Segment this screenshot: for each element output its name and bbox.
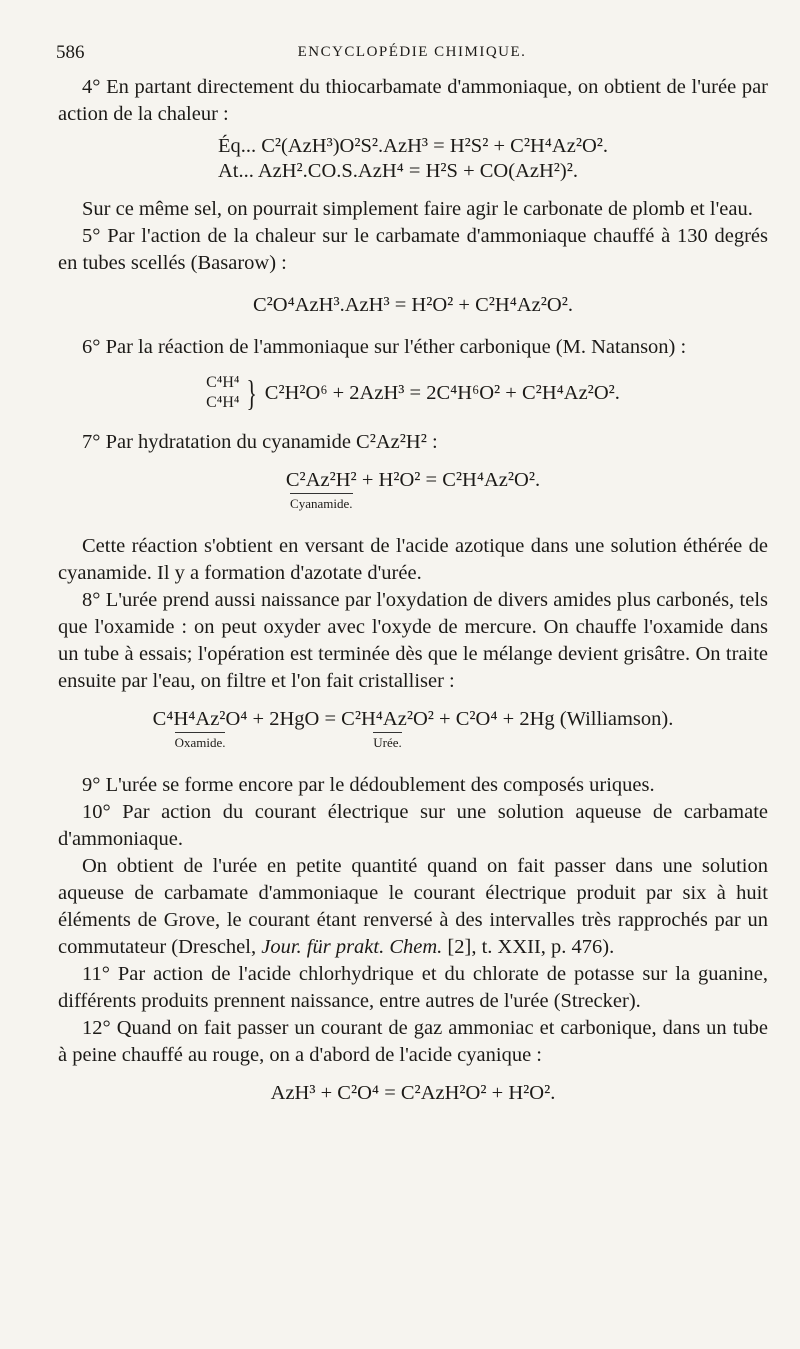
paragraph-4: 4° En partant directement du thiocarbamate d'ammoniaque, on obtient de l'urée par action de la chaleur :: [58, 76, 768, 125]
equation-7-rest: + H²O² = C²H⁴Az²O².: [356, 469, 541, 491]
equation-6: [58, 373, 768, 413]
paragraph-7: 7° Par hydratation du cyanamide C²Az²H² :: [82, 431, 438, 453]
grove-text-a: On obtient de l'urée en petite quantité quand on fait passer dans une solution aqueuse de carbamate d'ammoniaque le courant électrique produit par six à huit éléments de Grove, le courant étant renversé à des intervalles très rapprochés par un commutateur (Dreschel,: [58, 855, 768, 958]
equation-eq: Éq... C²(AzH³)O²S².AzH³ = H²S² + C²H⁴Az²O².: [217, 135, 609, 157]
equation-6-rest: C²H²O⁶ + 2AzH³ = 2C⁴H⁶O² + C²H⁴Az²O².: [264, 381, 620, 404]
running-title: ENCYCLOPÉDIE CHIMIQUE.: [297, 44, 527, 60]
cyanamide-formula: C²Az²H²: [285, 469, 357, 491]
page-body: [58, 74, 768, 1106]
paragraph-9: 9° L'urée se forme encore par le dédoublement des composés uriques.: [82, 774, 655, 796]
equation-8-rest: + C²O⁴ + 2Hg (Williamson).: [433, 708, 674, 730]
equation-at: At... AzH².CO.S.AzH⁴ = H²S + CO(AzH²)².: [217, 160, 579, 182]
paragraph-8: 8° L'urée prend aussi naissance par l'oxydation de divers amides plus carbonés, tels que l'oxamide : on peut oxyder avec l'oxyde de mercure. On chauffe l'oxamide dans un tube à essais; l'opération est terminée dès que le mélange devient grisâtre. On traite ensuite par l'eau, on filtre et l'on fait cristalliser :: [58, 589, 768, 692]
brace-top: C⁴H⁴: [206, 374, 240, 391]
brace-icon: }: [246, 373, 258, 413]
paragraph-12: 12° Quand on fait passer un courant de gaz ammoniac et carbonique, dans un tube à peine chauffé au rouge, on a d'abord de l'acide cyanique :: [58, 1017, 768, 1066]
page-header: [56, 42, 768, 64]
paragraph-sel: Sur ce même sel, on pourrait simplement faire agir le carbonate de plomb et l'eau.: [82, 198, 753, 220]
underbrace-uree: [341, 707, 434, 750]
cyanamide-label: Cyanamide.: [290, 493, 352, 511]
equation-7: [58, 468, 768, 511]
paragraph-11: 11° Par action de l'acide chlorhydrique et du chlorate de potasse sur la guanine, différents produits prennent naissance, entre autres de l'urée (Strecker).: [58, 963, 768, 1012]
brace-bottom: C⁴H⁴: [206, 394, 240, 411]
uree-formula: C²H⁴Az²O²: [341, 708, 434, 730]
brace-stack: [206, 373, 239, 413]
paragraph-5: 5° Par l'action de la chaleur sur le carbamate d'ammoniaque chauffé à 130 degrés en tubes scellés (Basarow) :: [58, 225, 768, 274]
equation-block-4: [58, 134, 768, 184]
equation-8-mid: + 2HgO =: [247, 708, 342, 730]
underbrace-cyanamide: [286, 468, 357, 511]
oxamide-label: Oxamide.: [175, 732, 226, 750]
equation-12: AzH³ + C²O⁴ = C²AzH²O² + H²O².: [270, 1082, 556, 1104]
paragraph-grove: [58, 853, 768, 961]
uree-label: Urée.: [373, 732, 402, 750]
equation-8: [58, 707, 768, 750]
paragraph-6: 6° Par la réaction de l'ammoniaque sur l'éther carbonique (M. Natanson) :: [82, 336, 687, 358]
page-number: 586: [56, 42, 85, 63]
oxamide-formula: C⁴H⁴Az²O⁴: [152, 708, 248, 730]
journal-reference: Jour. für prakt. Chem.: [261, 936, 443, 958]
paragraph-10: 10° Par action du courant électrique sur une solution aqueuse de carbamate d'ammoniaque.: [58, 801, 768, 850]
equation-5: C²O⁴AzH³.AzH³ = H²O² + C²H⁴Az²O².: [252, 294, 574, 316]
grove-text-b: [2], t. XXII, p. 476).: [442, 936, 615, 958]
underbrace-oxamide: [153, 707, 248, 750]
paragraph-cyanamide: Cette réaction s'obtient en versant de l'acide azotique dans une solution éthérée de cyanamide. Il y a formation d'azotate d'urée.: [58, 535, 768, 584]
